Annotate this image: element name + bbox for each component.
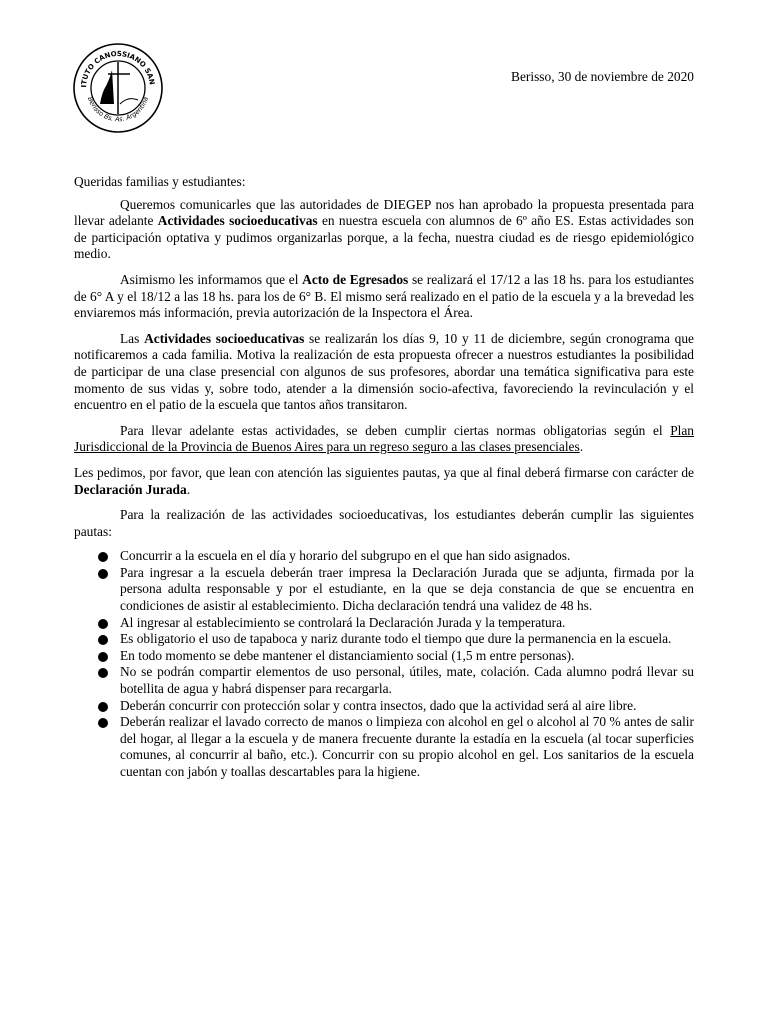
bullet-icon (98, 619, 108, 629)
list-item (120, 631, 694, 648)
seal-text-bottom: Berisso Bs. As. Argentina (85, 95, 151, 124)
bullet-icon (98, 718, 108, 728)
paragraph-graduation-text-a: Asimismo les informamos que el (120, 271, 303, 287)
paragraph-approval (74, 197, 694, 263)
list-item (120, 565, 694, 615)
letter-body (74, 174, 694, 781)
list-item (120, 664, 694, 697)
activities-emphasis-2: Actividades socioeducativas (144, 330, 305, 346)
list-item (120, 548, 694, 565)
paragraph-request (74, 465, 694, 498)
plan-jurisdiccional-link[interactable]: Plan Jurisdiccional de la Provincia de Buenos Aires para un regreso seguro a las clases presenciales (74, 422, 694, 455)
declaration-emphasis: Declaración Jurada (74, 481, 187, 497)
rule-text: Al ingresar al establecimiento se controlará la Declaración Jurada y la temperatura. (120, 614, 566, 630)
paragraph-schedule-text-a: Las (120, 330, 145, 346)
list-item (120, 714, 694, 780)
rule-text: En todo momento se debe mantener el distanciamiento social (1,5 m entre personas). (120, 647, 575, 663)
paragraph-schedule (74, 331, 694, 414)
greeting: Queridas familias y estudiantes: (74, 174, 246, 189)
paragraph-request-text-a: Les pedimos, por favor, que lean con atención las siguientes pautas, ya que al final deberá firmarse con carácter de (74, 464, 694, 480)
paragraph-request-text-c: . (186, 481, 191, 497)
rule-text: No se podrán compartir elementos de uso personal, útiles, mate, colación. Cada alumno podrá llevar su botellita de agua y habrá dispenser para recargarla. (120, 664, 694, 697)
paragraph-schedule-text-c: se realizarán los días 9, 10 y 11 de diciembre, según cronograma que notificaremos a cada familia. Motiva la realización de esta propuesta ofrecer a nuestros estudiantes la posibilidad de participar de una clase presencial con algunos de sus profesores, abordar una temática significativa para este momento de sus vidas y, sobre todo, atender a la dimensión socio-afectiva, favoreciendo la revinculación y el encuentro en el patio de la escuela que tantos años transitaron. (74, 330, 695, 413)
bullet-icon (98, 652, 108, 662)
paragraph-approval-text-a: Queremos comunicarles que las autoridades de DIEGEP nos han aprobado la propuesta presentada para llevar adelante (74, 196, 694, 229)
paragraph-norms (74, 423, 694, 456)
paragraph-approval-text-c: en nuestra escuela con alumnos de 6º año ES. Estas actividades son de participación optativa y pudimos organizarlas porque, a la fecha, nuestra ciudad es de riesgo epidemiológico medio. (74, 213, 695, 262)
rule-text: Es obligatorio el uso de tapaboca y nariz durante todo el tiempo que dure la permanencia en la escuela. (120, 631, 672, 647)
bullet-icon (98, 635, 108, 645)
letter-date: Berisso, 30 de noviembre de 2020 (511, 69, 694, 84)
seal-text-top: ITUTO CANOSSIANO SAN (79, 49, 156, 88)
bullet-icon (98, 702, 108, 712)
rule-text: Deberán realizar el lavado correcto de manos o limpieza con alcohol en gel o alcohol al 70 % antes de salir del hogar, al llegar a la escuela y de manera frecuente durante la estadía en la escuela (al tocar superficies comunes, al concurrir al baño, etc.). Concurrir con su propio alcohol en gel. Los sanitarios de la escuela cuentan con jabón y toallas descartables para la higiene. (120, 714, 694, 779)
activities-emphasis: Actividades socioeducativas (157, 213, 318, 229)
rules-list (74, 548, 694, 780)
paragraph-graduation-text-c: se realizará el 17/12 a las 18 hs. para los estudiantes de 6° A y el 18/12 a las 18 hs. para los de 6° B. El mismo será realizado en el patio de la escuela y a la brevedad les enviaremos más información, previa autorización de la Inspectora el Área. (74, 271, 694, 321)
paragraph-norms-text-a: Para llevar adelante estas actividades, se deben cumplir ciertas normas obligatorias según el (120, 422, 671, 438)
paragraph-norms-text-c: . (579, 439, 584, 455)
bullet-icon (98, 668, 108, 678)
school-logo-seal (72, 42, 164, 134)
rule-text: Para ingresar a la escuela deberán traer impresa la Declaración Jurada que se adjunta, firmada por la persona adulta responsable y por el estudiante, en la que se deja constancia de que se encuentra en condiciones de asistir al establecimiento. Dicha declaración tendrá una validez de 48 hs. (120, 564, 694, 614)
bullet-icon (98, 552, 108, 562)
graduation-emphasis: Acto de Egresados (302, 271, 409, 287)
paragraph-graduation (74, 272, 694, 322)
rule-text: Concurrir a la escuela en el día y horario del subgrupo en el que han sido asignados. (120, 548, 571, 564)
list-item (120, 648, 694, 665)
bullet-icon (98, 569, 108, 579)
rule-text: Deberán concurrir con protección solar y contra insectos, dado que la actividad será al aire libre. (120, 697, 637, 713)
list-item (120, 698, 694, 715)
paragraph-rules-intro: Para la realización de las actividades socioeducativas, los estudiantes deberán cumplir las siguientes pautas: (74, 507, 694, 539)
school-seal-icon (72, 42, 164, 134)
list-item (120, 615, 694, 632)
